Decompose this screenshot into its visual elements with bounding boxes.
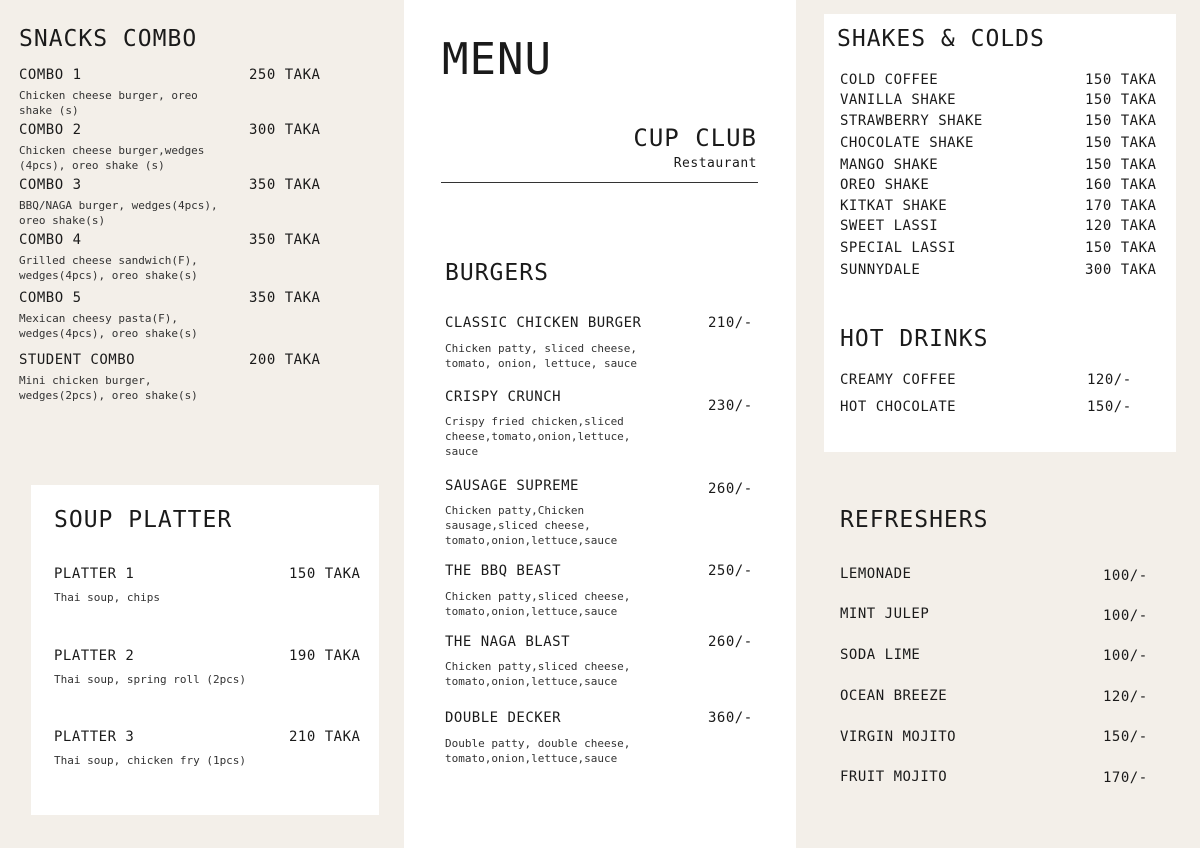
burger-desc: Double patty, double cheese, tomato,onion,lettuce,sauce: [445, 737, 631, 765]
burger-price: 260/-: [708, 634, 753, 650]
burger-price: 260/-: [708, 481, 753, 497]
shake-price: 150 TAKA: [1085, 72, 1157, 88]
snack-price: 350 TAKA: [249, 232, 321, 248]
snack-desc: Chicken cheese burger, oreo shake (s): [19, 89, 198, 117]
snack-name: COMBO 1: [19, 67, 82, 83]
soup-name: PLATTER 1: [54, 566, 135, 582]
shake-price: 150 TAKA: [1085, 240, 1157, 256]
snack-desc: Mini chicken burger, wedges(2pcs), oreo shake(s): [19, 374, 198, 402]
snack-desc: Mexican cheesy pasta(F), wedges(4pcs), oreo shake(s): [19, 312, 198, 340]
burger-name: THE NAGA BLAST: [445, 634, 571, 650]
burger-desc: Chicken patty, sliced cheese, tomato, onion, lettuce, sauce: [445, 342, 638, 370]
shake-price: 120 TAKA: [1085, 218, 1157, 234]
brand-divider: [441, 182, 758, 183]
shake-price: 300 TAKA: [1085, 262, 1157, 278]
refresher-price: 170/-: [1103, 770, 1148, 786]
shake-name: CHOCOLATE SHAKE: [840, 135, 974, 151]
shake-name: SUNNYDALE: [840, 262, 921, 278]
brand-name: CUP CLUB: [633, 124, 757, 152]
refresher-name: MINT JULEP: [840, 606, 930, 622]
refresher-price: 150/-: [1103, 729, 1148, 745]
snack-price: 350 TAKA: [249, 290, 321, 306]
snack-name: COMBO 3: [19, 177, 82, 193]
shake-name: COLD COFFEE: [840, 72, 939, 88]
shake-name: SWEET LASSI: [840, 218, 939, 234]
burger-price: 250/-: [708, 563, 753, 579]
soup-name: PLATTER 2: [54, 648, 135, 664]
burger-name: CRISPY CRUNCH: [445, 389, 562, 405]
soup-desc: Thai soup, chips: [54, 591, 160, 604]
snack-price: 200 TAKA: [249, 352, 321, 368]
burgers-title: BURGERS: [445, 260, 549, 286]
soup-title: SOUP PLATTER: [54, 507, 233, 533]
shake-name: VANILLA SHAKE: [840, 92, 957, 108]
burger-price: 210/-: [708, 315, 753, 331]
hot-price: 150/-: [1087, 399, 1132, 415]
burger-name: SAUSAGE SUPREME: [445, 478, 579, 494]
shakes-title: SHAKES & COLDS: [837, 26, 1045, 52]
refresher-name: FRUIT MOJITO: [840, 769, 948, 785]
refresher-name: VIRGIN MOJITO: [840, 729, 957, 745]
burger-price: 230/-: [708, 398, 753, 414]
soup-price: 210 TAKA: [289, 729, 361, 745]
snack-price: 300 TAKA: [249, 122, 321, 138]
snack-price: 350 TAKA: [249, 177, 321, 193]
soup-price: 190 TAKA: [289, 648, 361, 664]
refresher-price: 100/-: [1103, 648, 1148, 664]
shake-price: 170 TAKA: [1085, 198, 1157, 214]
soup-desc: Thai soup, spring roll (2pcs): [54, 673, 247, 686]
shake-name: STRAWBERRY SHAKE: [840, 113, 983, 129]
snack-name: COMBO 4: [19, 232, 82, 248]
burger-price: 360/-: [708, 710, 753, 726]
refresher-price: 100/-: [1103, 608, 1148, 624]
burger-desc: Chicken patty,Chicken sausage,sliced cheese, tomato,onion,lettuce,sauce: [445, 504, 618, 547]
brand-subtitle: Restaurant: [673, 156, 757, 171]
snack-name: COMBO 2: [19, 122, 82, 138]
burger-name: THE BBQ BEAST: [445, 563, 562, 579]
refresher-price: 120/-: [1103, 689, 1148, 705]
soup-price: 150 TAKA: [289, 566, 361, 582]
snack-desc: Grilled cheese sandwich(F), wedges(4pcs), oreo shake(s): [19, 254, 198, 282]
snack-desc: Chicken cheese burger,wedges (4pcs), oreo shake (s): [19, 144, 205, 172]
shake-price: 150 TAKA: [1085, 135, 1157, 151]
refresher-name: SODA LIME: [840, 647, 921, 663]
menu-title: MENU: [442, 34, 552, 85]
snack-desc: BBQ/NAGA burger, wedges(4pcs), oreo shake(s): [19, 199, 218, 227]
shake-price: 150 TAKA: [1085, 113, 1157, 129]
shake-price: 150 TAKA: [1085, 92, 1157, 108]
shake-name: MANGO SHAKE: [840, 157, 939, 173]
hot-name: HOT CHOCOLATE: [840, 399, 957, 415]
shake-price: 160 TAKA: [1085, 177, 1157, 193]
shake-price: 150 TAKA: [1085, 157, 1157, 173]
hot-name: CREAMY COFFEE: [840, 372, 957, 388]
refresher-name: LEMONADE: [840, 566, 912, 582]
burger-desc: Crispy fried chicken,sliced cheese,tomato,onion,lettuce, sauce: [445, 415, 631, 458]
refresher-name: OCEAN BREEZE: [840, 688, 948, 704]
shake-name: KITKAT SHAKE: [840, 198, 948, 214]
refresher-price: 100/-: [1103, 568, 1148, 584]
shake-name: SPECIAL LASSI: [840, 240, 957, 256]
refreshers-title: REFRESHERS: [840, 507, 989, 533]
burger-desc: Chicken patty,sliced cheese, tomato,onion,lettuce,sauce: [445, 660, 631, 688]
snacks-title: SNACKS COMBO: [19, 26, 198, 52]
soup-name: PLATTER 3: [54, 729, 135, 745]
hot-price: 120/-: [1087, 372, 1132, 388]
snack-name: COMBO 5: [19, 290, 82, 306]
burger-name: CLASSIC CHICKEN BURGER: [445, 315, 642, 331]
shake-name: OREO SHAKE: [840, 177, 930, 193]
soup-desc: Thai soup, chicken fry (1pcs): [54, 754, 247, 767]
burger-name: DOUBLE DECKER: [445, 710, 562, 726]
snack-name: STUDENT COMBO: [19, 352, 136, 368]
snack-price: 250 TAKA: [249, 67, 321, 83]
hot-title: HOT DRINKS: [840, 326, 989, 352]
burger-desc: Chicken patty,sliced cheese, tomato,onion,lettuce,sauce: [445, 590, 631, 618]
